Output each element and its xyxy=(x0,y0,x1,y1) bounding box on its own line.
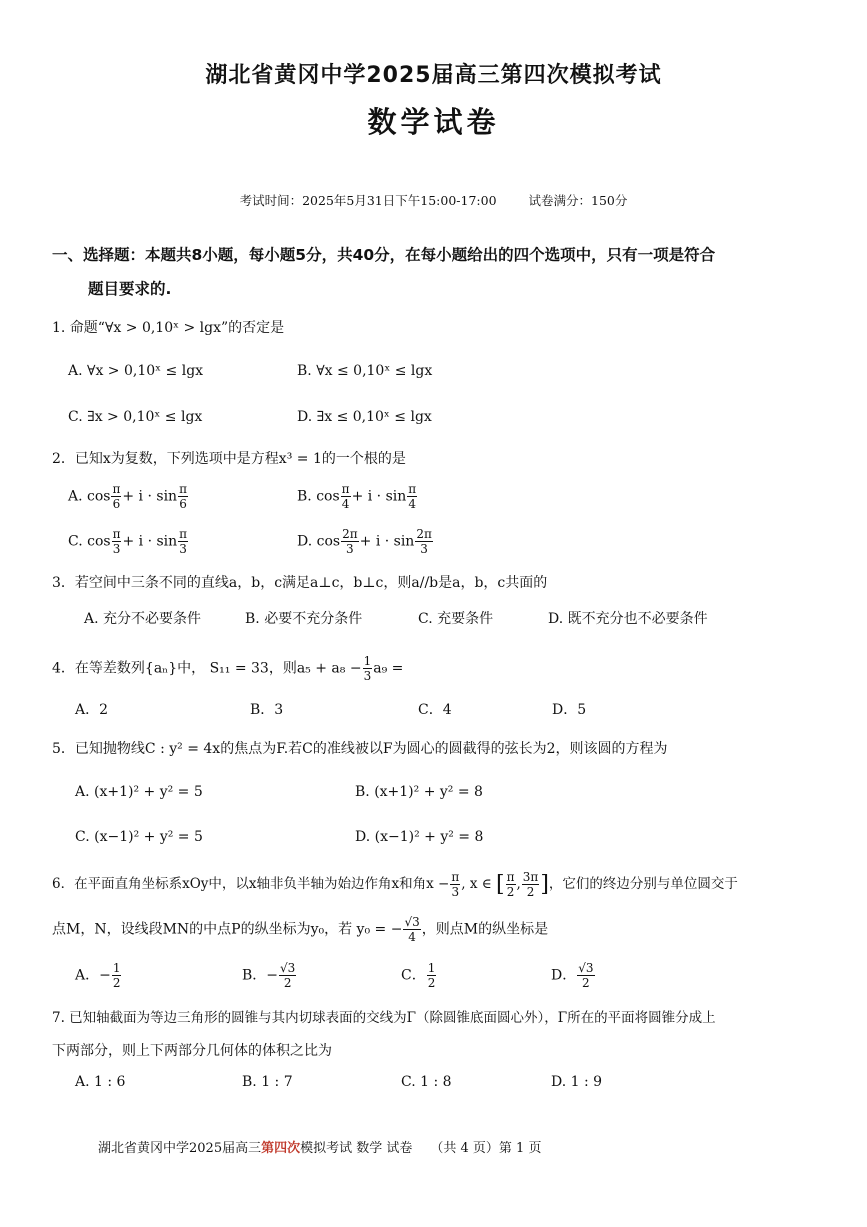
q4-stem-part-b: a₉ = xyxy=(373,660,404,677)
q1-option-d: D. ∃x ≤ 0,10ˣ ≤ lgx xyxy=(297,409,432,425)
q5-option-d: D. (x−1)² + y² = 8 xyxy=(355,829,484,845)
q6-option-d-label: D． xyxy=(551,967,577,984)
q2-option-d xyxy=(297,527,434,556)
question-7-stem-line2: 下两部分，则上下两部分几何体的体积之比为 xyxy=(52,1043,332,1059)
q4-stem-part-a: 4．在等差数列{aₙ}中， S₁₁ = 33，则a₅ + a₈ − xyxy=(52,660,362,677)
q6-stem-part-a: 6．在平面直角坐标系xOy中，以x轴非负半轴为始边作角x和角x − xyxy=(52,876,450,892)
q1-option-c: C. ∃x > 0,10ˣ ≤ lgx xyxy=(68,409,203,425)
q1-option-a: A. ∀x > 0,10ˣ ≤ lgx xyxy=(68,363,204,379)
footer-round: 第四次 xyxy=(261,1141,301,1156)
plus-i-sin-text: + i · sin xyxy=(122,488,178,505)
exam-title: 湖北省黄冈中学2025届高三第四次模拟考试 xyxy=(205,63,662,88)
exam-subtitle: 数学试卷 xyxy=(367,105,500,139)
fraction: $\frac{√3}{4}$ xyxy=(404,915,420,944)
page-footer xyxy=(98,1137,545,1156)
q5-option-b: B. (x+1)² + y² = 8 xyxy=(355,784,483,800)
question-3-stem: 3．若空间中三条不同的直线a，b，c满足a⊥c，b⊥c，则a//b是a，b，c共面的 xyxy=(52,575,548,591)
full-score: 试卷满分：150分 xyxy=(528,193,628,208)
q2-option-a-label: A. xyxy=(68,488,83,505)
fraction: $\frac{\pi}{4}$ xyxy=(341,482,350,511)
question-2-stem: 2．已知x为复数，下列选项中是方程x³ = 1的一个根的是 xyxy=(52,451,406,467)
q6-line2-part-a: 点M，N，设线段MN的中点P的纵坐标为y₀，若 y₀ = − xyxy=(52,921,403,938)
section-heading: 一、选择题：本题共8小题，每小题5分，共40分，在每小题给出的四个选项中，只有一项是符合 xyxy=(52,246,716,264)
q6-line2-part-b: ，则点M的纵坐标是 xyxy=(421,921,549,938)
q3-option-c: C. 充要条件 xyxy=(418,611,494,627)
q5-option-a: A. (x+1)² + y² = 5 xyxy=(75,784,203,800)
footer-subject: 模拟考试 数学 试卷 xyxy=(300,1141,413,1156)
fraction: $\frac{\pi}{3}$ xyxy=(451,870,460,899)
fraction: $\frac{1}{2}$ xyxy=(112,961,121,990)
footer-school: 湖北省黄冈中学2025届高三 xyxy=(98,1141,262,1156)
q7-option-c: C. 1 : 8 xyxy=(401,1074,452,1090)
exam-time: 考试时间：2025年5月31日下午15:00-17:00 xyxy=(239,193,497,208)
fraction: $\frac{\pi}{6}$ xyxy=(112,482,121,511)
q6-option-c xyxy=(401,961,437,990)
q2-option-b xyxy=(297,482,418,511)
q6-option-b xyxy=(242,961,297,990)
q4-option-b: B．3 xyxy=(250,702,284,718)
fraction: $\frac{2\pi}{3}$ xyxy=(416,527,432,556)
question-6-stem: 6．在平面直角坐标系xOy中，以x轴非负半轴为始边作角x和角x − $\frac{\pi}{3}$ , x ∈ [ $\frac{\pi}{2}$ , $\frac{3\pi}{2}$ ]，它们的终边分别与单位圆交于 xyxy=(52,870,738,899)
fraction: $\frac{\pi}{2}$ xyxy=(506,870,515,899)
section-heading-cont: 题目要求的. xyxy=(88,280,172,298)
q2-option-d-label: D. xyxy=(297,533,313,550)
q2-option-a xyxy=(68,482,189,511)
q6-option-a-label: A．− xyxy=(75,967,111,984)
q4-option-d: D．5 xyxy=(552,702,587,718)
q3-option-b: B. 必要不充分条件 xyxy=(245,611,363,627)
q5-option-c: C. (x−1)² + y² = 5 xyxy=(75,829,203,845)
q7-option-a: A. 1 : 6 xyxy=(75,1074,126,1090)
q4-option-a: A．2 xyxy=(75,702,109,718)
q1-option-b: B. ∀x ≤ 0,10ˣ ≤ lgx xyxy=(297,363,433,379)
fraction: $\frac{1}{3}$ xyxy=(363,654,372,683)
q3-option-a: A. 充分不必要条件 xyxy=(84,611,202,627)
q6-stem-part-b: , x ∈ xyxy=(461,876,492,892)
footer-page-number: （共 4 页）第 1 页 xyxy=(430,1141,542,1156)
q2-option-c xyxy=(68,527,189,556)
fraction: $\frac{3\pi}{2}$ xyxy=(522,870,539,899)
q2-option-c-label: C. xyxy=(68,533,83,550)
q6-option-a xyxy=(75,961,122,990)
cos-text: cos xyxy=(87,488,111,505)
question-5-stem: 5．已知抛物线C : y² = 4x的焦点为F.若C的准线被以F为圆心的圆截得的弦长为2，则该圆的方程为 xyxy=(52,741,668,757)
plus-i-sin-text: + i · sin xyxy=(351,488,407,505)
fraction: $\frac{\pi}{6}$ xyxy=(179,482,187,511)
q2-option-b-label: B. xyxy=(297,488,312,505)
question-6-stem-line2 xyxy=(52,915,548,944)
q4-option-c: C．4 xyxy=(418,702,452,718)
q6-option-c-label: C． xyxy=(401,967,426,984)
fraction: $\frac{\pi}{3}$ xyxy=(179,527,188,556)
q6-option-b-label: B．− xyxy=(242,967,279,984)
q6-option-d xyxy=(551,961,596,990)
question-4-stem xyxy=(52,654,403,683)
fraction: $\frac{2\pi}{3}$ xyxy=(342,527,358,556)
cos-text: cos xyxy=(316,533,341,550)
q7-option-b: B. 1 : 7 xyxy=(242,1074,293,1090)
fraction: $\frac{√3}{2}$ xyxy=(578,961,594,990)
fraction: $\frac{√3}{2}$ xyxy=(280,961,296,990)
question-7-stem: 7. 已知轴截面为等边三角形的圆锥与其内切球表面的交线为Γ（除圆锥底面圆心外），Γ所在的平面将圆锥分成上 xyxy=(52,1010,716,1026)
fraction: $\frac{\pi}{4}$ xyxy=(408,482,417,511)
q6-stem-part-c: ，它们的终边分别与单位圆交于 xyxy=(548,876,738,892)
cos-text: cos xyxy=(87,533,111,550)
q3-option-d: D. 既不充分也不必要条件 xyxy=(548,611,708,627)
fraction: $\frac{1}{2}$ xyxy=(427,961,436,990)
question-1-stem: 1. 命题“∀x > 0,10ˣ > lgx”的否定是 xyxy=(52,320,285,336)
exam-info xyxy=(0,191,867,209)
fraction: $\frac{\pi}{3}$ xyxy=(112,527,121,556)
plus-i-sin-text: + i · sin xyxy=(359,533,415,550)
plus-i-sin-text: + i · sin xyxy=(122,533,178,550)
cos-text: cos xyxy=(316,488,340,505)
q7-option-d: D. 1 : 9 xyxy=(551,1074,603,1090)
